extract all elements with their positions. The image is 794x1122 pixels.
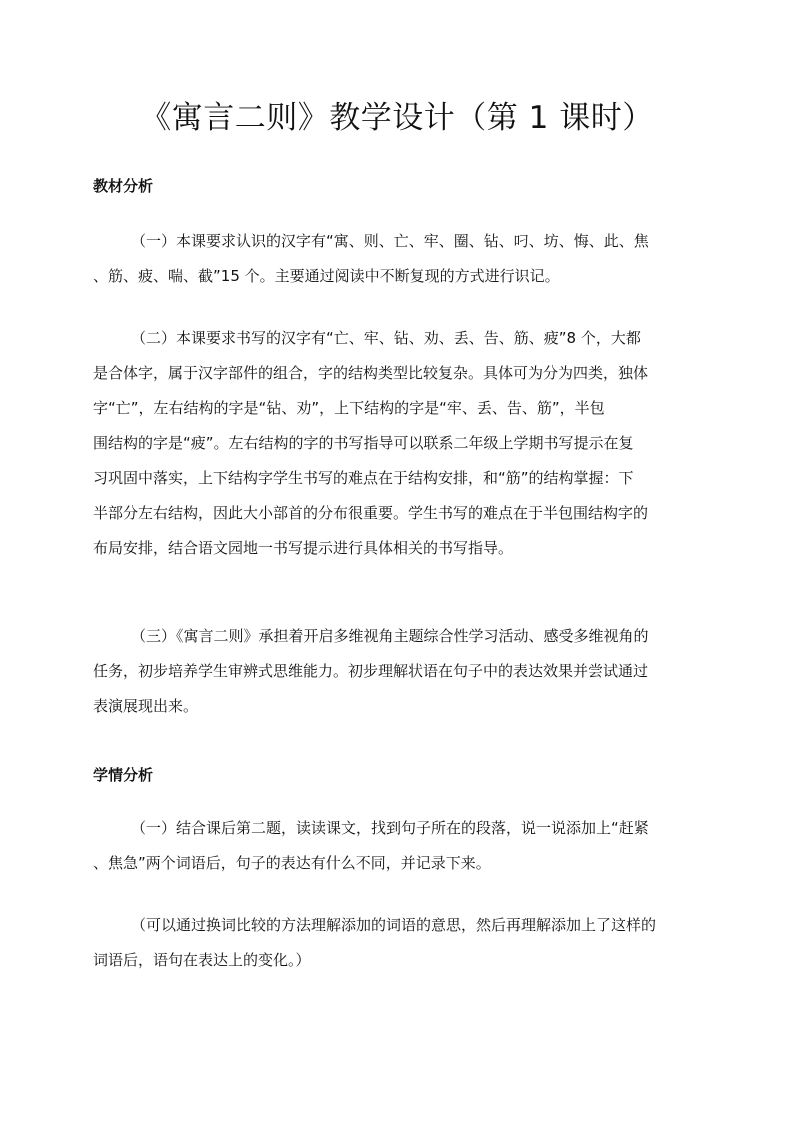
paragraph-student-2 xyxy=(93,908,701,978)
paragraph-textbook-2 xyxy=(93,321,701,566)
paragraph-line: （可以通过换词比较的方法理解添加的词语的意思，然后再理解添加上了这样的 xyxy=(131,916,657,934)
paragraph-line: 字“亡”，左右结构的字是“钻、劝”，上下结构的字是“牢、丢、告、筋”，半包 xyxy=(93,399,605,417)
document-title: 《寓言二则》教学设计（第 1 课时） xyxy=(140,100,654,136)
paragraph-student-1 xyxy=(93,811,701,881)
paragraph-line: 、筋、疲、喘、截”15 个。主要通过阅读中不断复现的方式进行识记。 xyxy=(93,267,560,285)
section-heading-textbook-analysis: 教材分析 xyxy=(93,177,154,195)
paragraph-line: （二）本课要求书写的汉字有“亡、牢、钻、劝、丢、告、筋、疲”8 个，大都 xyxy=(131,329,641,347)
paragraph-line: 是合体字，属于汉字部件的组合，字的结构类型比较复杂。具体可为分为四类，独体 xyxy=(93,364,649,382)
paragraph-line: 布局安排，结合语文园地一书写提示进行具体相关的书写指导。 xyxy=(93,539,514,557)
paragraph-line: 任务，初步培养学生审辨式思维能力。初步理解状语在句子中的表达效果并尝试通过 xyxy=(93,662,649,680)
paragraph-line: 表演展现出来。 xyxy=(93,697,199,715)
paragraph-line: 围结构的字是“疲”。左右结构的字的书写指导可以联系二年级上学期书写提示在复 xyxy=(93,434,634,452)
paragraph-textbook-1 xyxy=(93,224,701,294)
paragraph-line: 、焦急”两个词语后，句子的表达有什么不同，并记录下来。 xyxy=(93,854,491,872)
section-heading-student-analysis: 学情分析 xyxy=(93,766,154,784)
paragraph-textbook-3 xyxy=(93,619,701,724)
paragraph-line: 半部分左右结构，因此大小部首的分布很重要。学生书写的难点在于半包围结构字的 xyxy=(93,504,649,522)
paragraph-line: （一）本课要求认识的汉字有“寓、则、亡、牢、圈、钻、叼、坊、悔、此、焦 xyxy=(131,232,649,250)
paragraph-line: 词语后，语句在表达上的变化。） xyxy=(93,951,311,969)
paragraph-line: （三）《寓言二则》承担着开启多维视角主题综合性学习活动、感受多维视角的 xyxy=(131,627,649,645)
paragraph-line: 习巩固中落实，上下结构字学生书写的难点在于结构安排，和“筋”的结构掌握：下 xyxy=(93,469,634,487)
paragraph-line: （一）结合课后第二题，读读课文，找到句子所在的段落，说一说添加上“赶紧 xyxy=(131,819,649,837)
